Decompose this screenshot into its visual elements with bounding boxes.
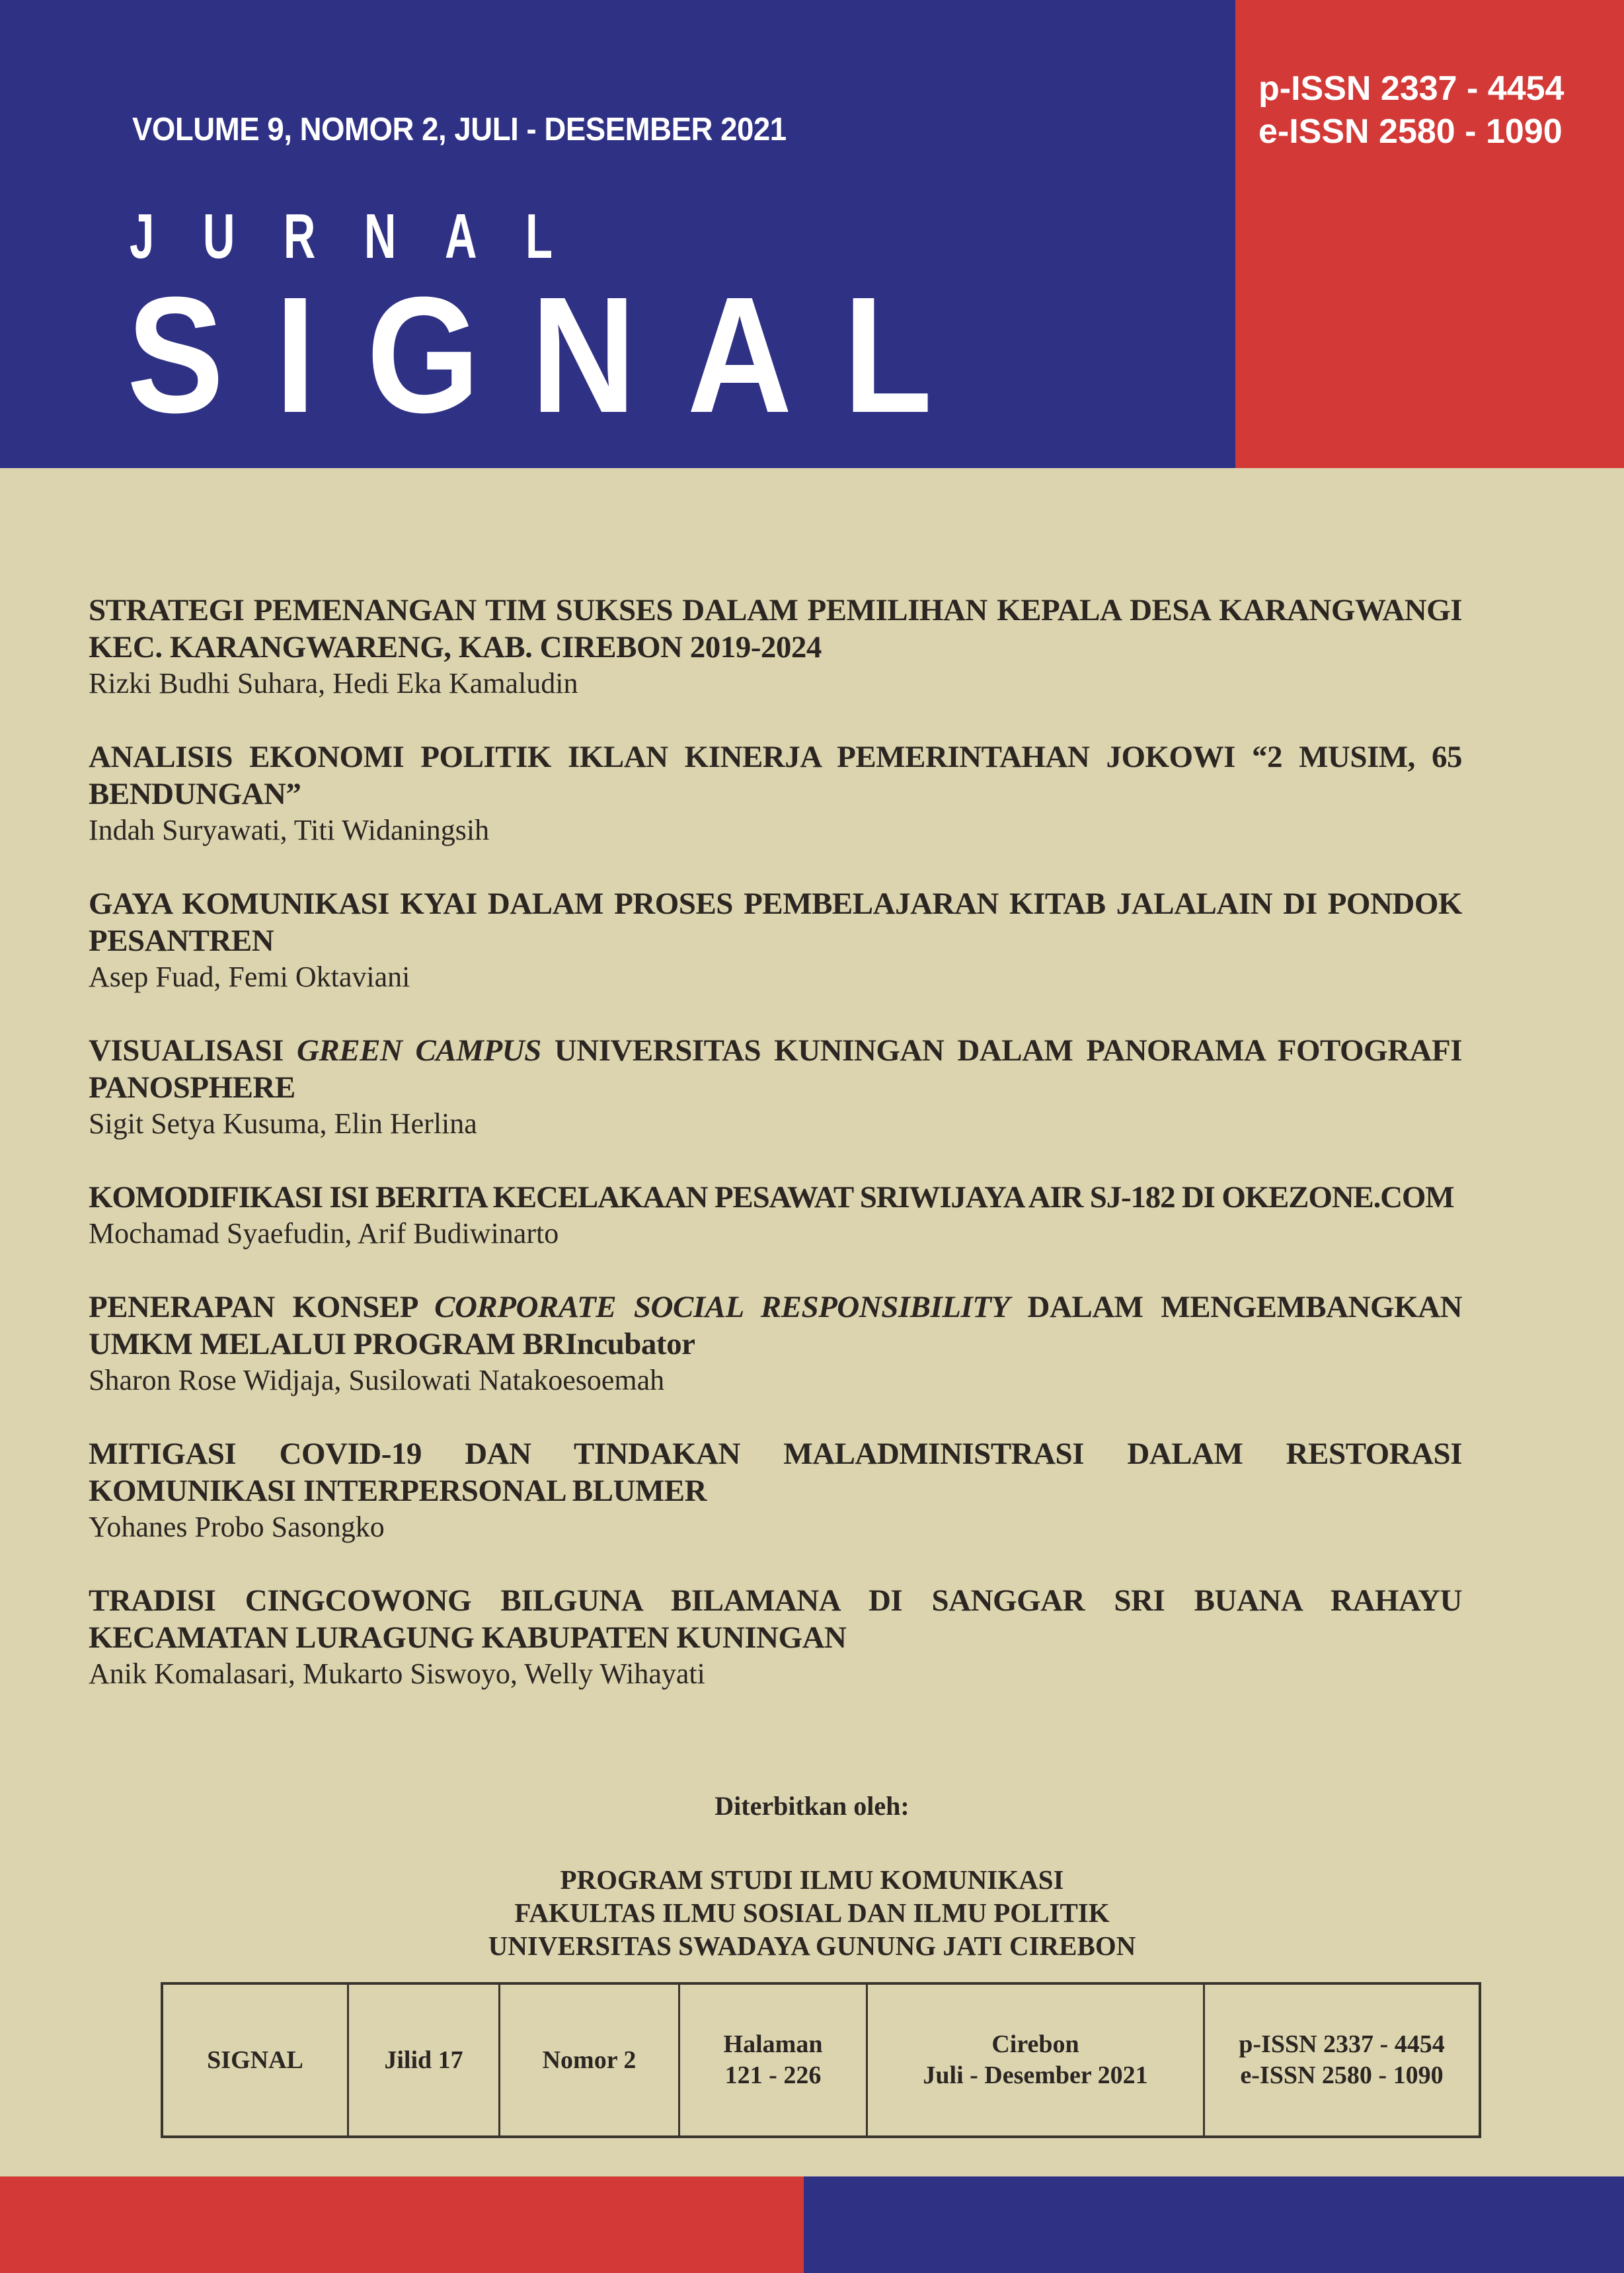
footer-red-panel (0, 2176, 804, 2273)
p-issn: p-ISSN 2337 - 4454 (1258, 69, 1565, 108)
article-authors: Anik Komalasari, Mukarto Siswoyo, Welly Wihayati (89, 1657, 705, 1690)
article-title (89, 1032, 1462, 1106)
article-entry (89, 1289, 1462, 1398)
article-entry (89, 738, 1462, 848)
footer-blue-panel (804, 2176, 1624, 2273)
journal-title: SIGNAL (127, 262, 984, 447)
article-title: STRATEGI PEMENANGAN TIM SUKSES DALAM PEMILIHAN KEPALA DESA KARANGWANGI KEC. KARANGWARENG, KAB. CIREBON 2019-2024 (89, 593, 1462, 664)
table-of-contents (89, 592, 1462, 1729)
publisher-line: UNIVERSITAS SWADAYA GUNUNG JATI CIREBON (488, 1931, 1136, 1961)
article-entry (89, 1032, 1462, 1142)
cell-text: Halaman (723, 2030, 823, 2058)
cell-number (500, 1985, 680, 2135)
cell-text: Juli - Desember 2021 (923, 2061, 1148, 2089)
article-authors: Sharon Rose Widjaja, Susilowati Natakoesoemah (89, 1364, 665, 1396)
issue-info-table (161, 1982, 1481, 2138)
title-part: PENERAPAN KONSEP (89, 1290, 435, 1324)
issn-block (1258, 67, 1564, 153)
cell-text: 121 - 226 (724, 2061, 822, 2089)
article-authors: Rizki Budhi Suhara, Hedi Eka Kamaludin (89, 667, 578, 699)
cell-text: Nomor 2 (542, 2046, 637, 2074)
article-entry (89, 1179, 1462, 1252)
article-title: MITIGASI COVID-19 DAN TINDAKAN MALADMINISTRASI DALAM RESTORASI KOMUNIKASI INTERPERSONAL BLUMER (89, 1437, 1462, 1508)
article-entry (89, 885, 1462, 995)
title-italic-part: GREEN CAMPUS (296, 1033, 541, 1068)
publisher-line: PROGRAM STUDI ILMU KOMUNIKASI (560, 1864, 1064, 1895)
article-authors: Indah Suryawati, Titi Widaningsih (89, 814, 490, 846)
cell-text: e-ISSN 2580 - 1090 (1240, 2061, 1444, 2089)
cell-text: Cirebon (991, 2030, 1079, 2058)
jurnal-label: JURNAL (130, 201, 601, 272)
title-part: VISUALISASI (89, 1033, 297, 1068)
article-authors: Asep Fuad, Femi Oktaviani (89, 961, 410, 993)
article-authors: Mochamad Syaefudin, Arif Budiwinarto (89, 1217, 559, 1250)
article-authors: Yohanes Probo Sasongko (89, 1511, 385, 1543)
cell-place-date (868, 1985, 1205, 2135)
cell-issn (1205, 1985, 1479, 2135)
article-entry (89, 592, 1462, 701)
article-title: ANALISIS EKONOMI POLITIK IKLAN KINERJA PEMERINTAHAN JOKOWI “2 MUSIM, 65 BENDUNGAN” (89, 740, 1462, 811)
article-title: GAYA KOMUNIKASI KYAI DALAM PROSES PEMBELAJARAN KITAB JALALAIN DI PONDOK PESANTREN (89, 887, 1462, 958)
article-title: TRADISI CINGCOWONG BILGUNA BILAMANA DI SANGGAR SRI BUANA RAHAYU KECAMATAN LURAGUNG KABUPATEN KUNINGAN (89, 1583, 1462, 1655)
e-issn: e-ISSN 2580 - 1090 (1258, 112, 1563, 151)
title-part: UNIVERSITAS KUNINGAN DALAM PANORAMA FOTOGRAFI PANOSPHERE (89, 1033, 1463, 1105)
publisher-label: Diterbitkan oleh: (715, 1791, 909, 1821)
cell-text: SIGNAL (207, 2046, 303, 2074)
article-title (89, 1289, 1462, 1363)
article-authors: Sigit Setya Kusuma, Elin Herlina (89, 1107, 477, 1140)
article-entry (89, 1435, 1462, 1545)
publisher-organization (0, 1863, 1624, 1962)
cell-text: p-ISSN 2337 - 4454 (1239, 2030, 1445, 2058)
cell-pages (680, 1985, 868, 2135)
cell-volume (349, 1985, 500, 2135)
volume-issue-line: VOLUME 9, NOMOR 2, JULI - DESEMBER 2021 (132, 112, 787, 147)
title-part: DALAM MENGEMBANGKAN UMKM MELALUI PROGRAM BRIncubator (89, 1290, 1463, 1361)
article-title: KOMODIFIKASI ISI BERITA KECELAKAAN PESAWAT SRIWIJAYA AIR SJ-182 DI OKEZONE.COM (89, 1180, 1454, 1215)
cell-journal (163, 1985, 349, 2135)
article-entry (89, 1582, 1462, 1692)
cell-text: Jilid 17 (384, 2046, 463, 2074)
publisher-line: FAKULTAS ILMU SOSIAL DAN ILMU POLITIK (514, 1897, 1110, 1928)
title-italic-part: CORPORATE SOCIAL RESPONSIBILITY (434, 1290, 1010, 1324)
